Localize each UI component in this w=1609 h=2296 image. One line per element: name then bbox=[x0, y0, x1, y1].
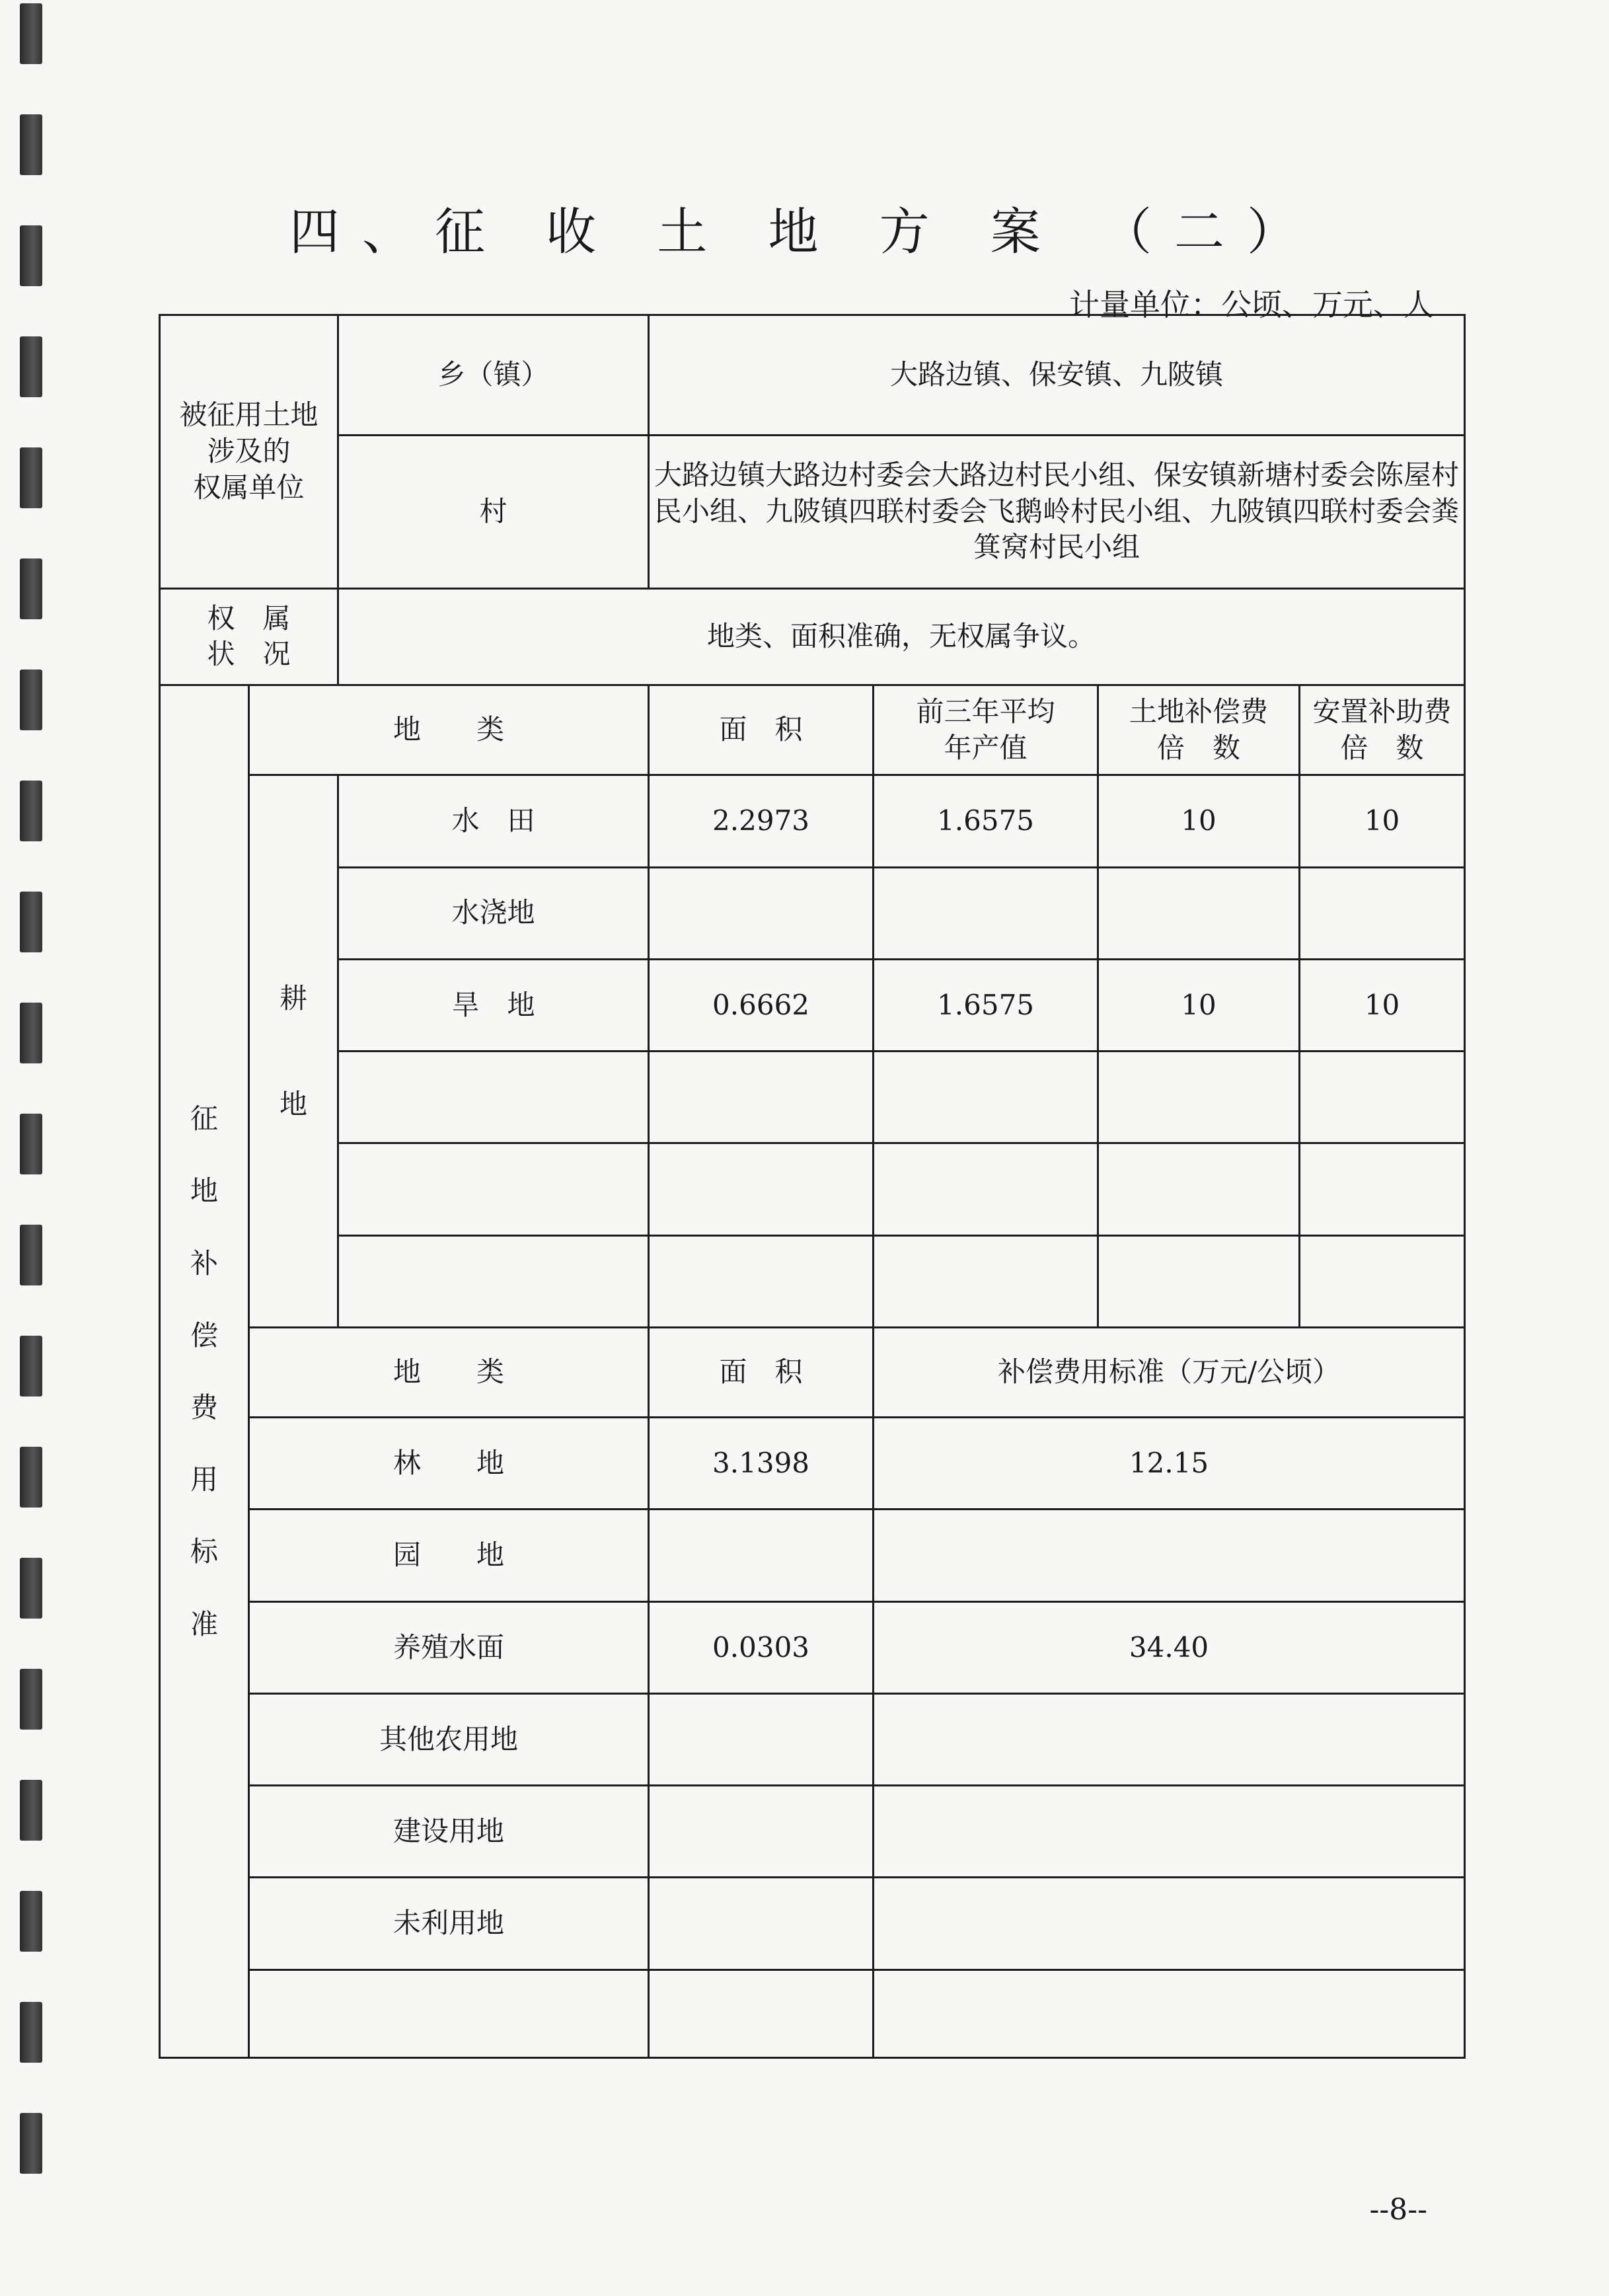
other-row-area bbox=[649, 1693, 874, 1785]
cultivated-row-resettle-multiple: 10 bbox=[1300, 775, 1465, 867]
cultivated-row-resettle-multiple bbox=[1300, 1235, 1465, 1327]
cultivated-row-type: 水 田 bbox=[338, 775, 649, 867]
town-label: 乡（镇） bbox=[338, 315, 649, 436]
binder-hole bbox=[20, 3, 42, 64]
cultivated-row-land-multiple bbox=[1098, 867, 1300, 959]
binder-hole bbox=[20, 1669, 42, 1730]
binder-hole bbox=[20, 2002, 42, 2063]
binder-hole bbox=[20, 1780, 42, 1841]
cultivated-row-area bbox=[649, 867, 874, 959]
cultivated-row-land-multiple bbox=[1098, 1052, 1300, 1143]
binder-hole bbox=[20, 1447, 42, 1508]
other-row-standard bbox=[874, 1878, 1465, 1970]
village-value: 大路边镇大路边村委会大路边村民小组、保安镇新塘村委会陈屋村民小组、九陂镇四联村委会飞鹅岭村民小组、九陂镇四联村委会粪箕窝村民小组 bbox=[649, 435, 1465, 588]
page-number: --8-- bbox=[1369, 2193, 1427, 2227]
cultivated-header-type: 地 类 bbox=[249, 685, 649, 775]
cultivated-row-avg-output: 1.6575 bbox=[874, 959, 1098, 1051]
other-row-type: 养殖水面 bbox=[249, 1601, 649, 1693]
cultivated-row-avg-output bbox=[874, 1052, 1098, 1143]
binder-hole bbox=[20, 1225, 42, 1285]
other-row-standard: 34.40 bbox=[874, 1601, 1465, 1693]
other-row-area bbox=[649, 1786, 874, 1878]
status-value: 地类、面积准确，无权属争议。 bbox=[338, 588, 1465, 685]
other-row-type: 园 地 bbox=[249, 1510, 649, 1601]
binder-hole bbox=[20, 1114, 42, 1174]
binder-hole bbox=[20, 781, 42, 841]
binder-hole bbox=[20, 670, 42, 730]
cultivated-row-type bbox=[338, 1052, 649, 1143]
cultivated-row-type bbox=[338, 1235, 649, 1327]
unit-note: 计量单位：公顷、万元、人 bbox=[1069, 287, 1434, 323]
cultivated-row-resettle-multiple bbox=[1300, 1052, 1465, 1143]
cultivated-row-land-multiple bbox=[1098, 1143, 1300, 1235]
other-row-type: 建设用地 bbox=[249, 1786, 649, 1878]
cultivated-row-land-multiple bbox=[1098, 1235, 1300, 1327]
cultivated-row-area: 0.6662 bbox=[649, 959, 874, 1051]
cultivated-row-resettle-multiple bbox=[1300, 867, 1465, 959]
compensation-section-label: 征地补偿费用标准 bbox=[160, 685, 249, 2058]
binder-hole bbox=[20, 1003, 42, 1063]
cultivated-row-land-multiple: 10 bbox=[1098, 959, 1300, 1051]
other-row-type: 其他农用地 bbox=[249, 1693, 649, 1785]
cultivated-row-avg-output: 1.6575 bbox=[874, 775, 1098, 867]
status-label: 权 属 状 况 bbox=[160, 588, 338, 685]
cultivated-row-resettle-multiple bbox=[1300, 1143, 1465, 1235]
other-row-standard bbox=[874, 1510, 1465, 1601]
town-value: 大路边镇、保安镇、九陂镇 bbox=[649, 315, 1465, 436]
cultivated-header-avg-output: 前三年平均 年产值 bbox=[874, 685, 1098, 775]
cultivated-row-type: 旱 地 bbox=[338, 959, 649, 1051]
cultivated-row-avg-output bbox=[874, 867, 1098, 959]
cultivated-header-land-multiple: 土地补偿费 倍 数 bbox=[1098, 685, 1300, 775]
other-row-type bbox=[249, 1970, 649, 2057]
binder-hole bbox=[20, 336, 42, 397]
other-row-standard bbox=[874, 1693, 1465, 1785]
cultivated-row-area: 2.2973 bbox=[649, 775, 874, 867]
cultivated-row-area bbox=[649, 1143, 874, 1235]
other-row-area bbox=[649, 1510, 874, 1601]
cultivated-row-area bbox=[649, 1235, 874, 1327]
ownership-label: 被征用土地 涉及的 权属单位 bbox=[160, 315, 338, 589]
other-row-area bbox=[649, 1970, 874, 2057]
page-title: 四、征 收 土 地 方 案 （二） bbox=[289, 202, 1320, 261]
other-header-standard: 补偿费用标准（万元/公顷） bbox=[874, 1327, 1465, 1417]
binder-hole bbox=[20, 892, 42, 952]
cultivated-row-avg-output bbox=[874, 1235, 1098, 1327]
cultivated-row-type: 水浇地 bbox=[338, 867, 649, 959]
cultivated-header-resettle-multiple: 安置补助费 倍 数 bbox=[1300, 685, 1465, 775]
binder-hole bbox=[20, 2113, 42, 2174]
other-row-standard bbox=[874, 1786, 1465, 1878]
other-row-type: 未利用地 bbox=[249, 1878, 649, 1970]
other-row-standard: 12.15 bbox=[874, 1418, 1465, 1510]
cultivated-row-type bbox=[338, 1143, 649, 1235]
other-header-type: 地 类 bbox=[249, 1327, 649, 1417]
binder-hole bbox=[20, 1336, 42, 1397]
cultivated-row-avg-output bbox=[874, 1143, 1098, 1235]
binder-hole bbox=[20, 447, 42, 508]
cultivated-label: 耕地 bbox=[249, 775, 338, 1328]
binder-hole bbox=[20, 1558, 42, 1619]
cultivated-row-land-multiple: 10 bbox=[1098, 775, 1300, 867]
cultivated-header-area: 面 积 bbox=[649, 685, 874, 775]
cultivated-row-resettle-multiple: 10 bbox=[1300, 959, 1465, 1051]
cultivated-row-area bbox=[649, 1052, 874, 1143]
land-acquisition-table bbox=[159, 314, 1466, 2059]
other-row-area: 3.1398 bbox=[649, 1418, 874, 1510]
other-row-type: 林 地 bbox=[249, 1418, 649, 1510]
other-row-standard bbox=[874, 1970, 1465, 2057]
binder-hole bbox=[20, 114, 42, 175]
binder-hole bbox=[20, 558, 42, 619]
village-label: 村 bbox=[338, 435, 649, 588]
binder-hole bbox=[20, 1891, 42, 1952]
other-header-area: 面 积 bbox=[649, 1327, 874, 1417]
other-row-area bbox=[649, 1878, 874, 1970]
other-row-area: 0.0303 bbox=[649, 1601, 874, 1693]
